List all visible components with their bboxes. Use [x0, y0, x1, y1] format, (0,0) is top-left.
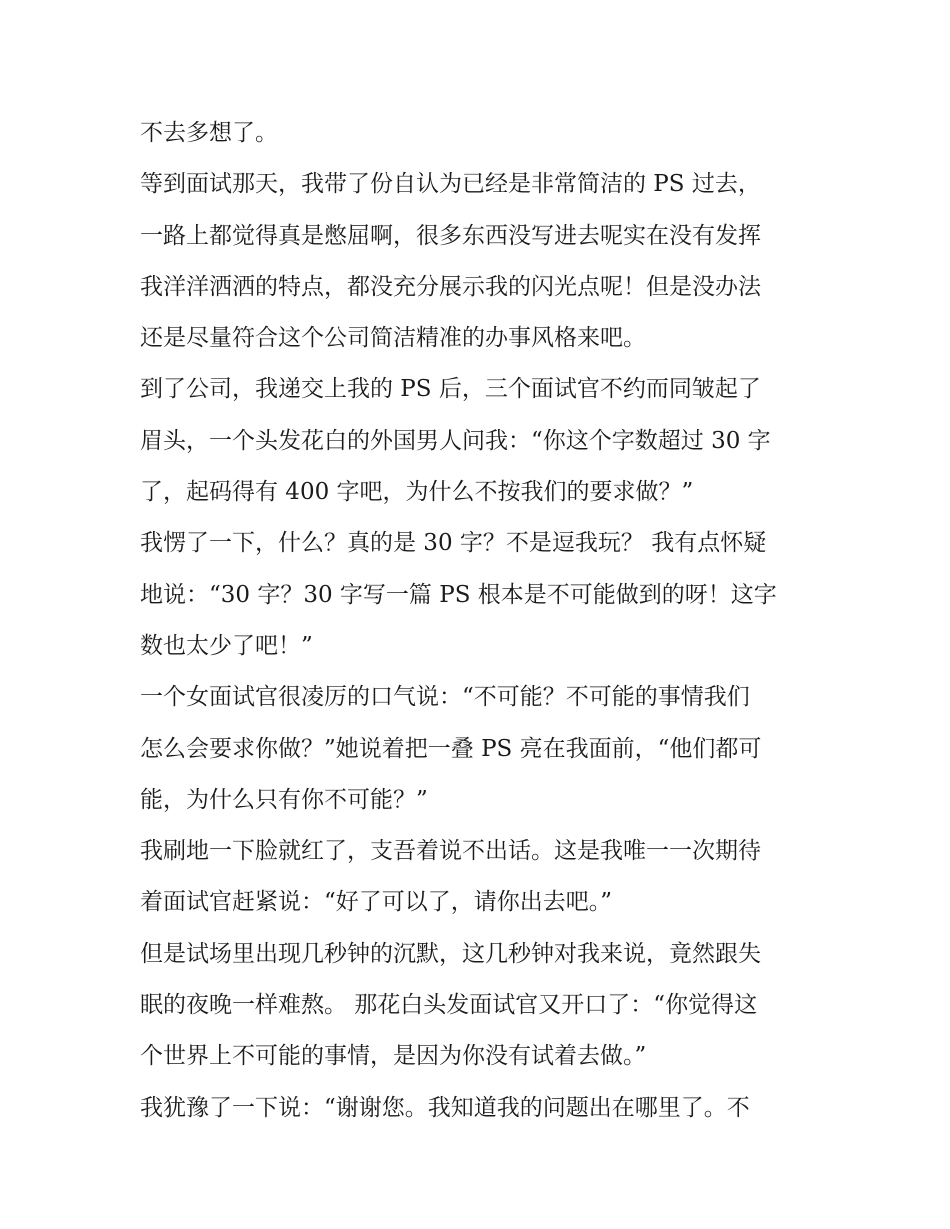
text-line: 着面试官赶紧说：“好了可以了，请你出去吧。”: [140, 889, 613, 916]
text-line: 地说：“30 字？30 字写一篇 PS 根本是不可能做到的呀！这字: [140, 581, 777, 608]
text-line: 到了公司，我递交上我的 PS 后，三个面试官不约而同皱起了: [140, 376, 761, 403]
text-line: 我洋洋洒洒的特点，都没充分展示我的闪光点呢！但是没办法: [140, 273, 761, 300]
text-line: 但是试场里出现几秒钟的沉默，这几秒钟对我来说，竟然跟失: [140, 940, 761, 967]
body-text: [140, 108, 820, 1134]
text-line: 等到面试那天，我带了份自认为已经是非常简洁的 PS 过去，: [140, 171, 761, 198]
text-line: 眉头，一个头发花白的外国男人问我：“你这个字数超过 30 字: [140, 427, 771, 454]
text-line: 我犹豫了一下说：“谢谢您。我知道我的问题出在哪里了。不: [140, 1094, 750, 1121]
text-line: 眠的夜晚一样难熬。 那花白头发面试官又开口了：“你觉得这: [140, 992, 758, 1019]
text-line: 一个女面试官很凌厉的口气说：“不可能？不可能的事情我们: [140, 684, 750, 711]
text-line: 还是尽量符合这个公司简洁精准的办事风格来吧。: [140, 325, 646, 352]
text-line: 了，起码得有 400 字吧，为什么不按我们的要求做？”: [140, 479, 694, 506]
text-line: 怎么会要求你做？”她说着把一叠 PS 亮在我面前，“他们都可: [140, 735, 762, 762]
text-line: 我刷地一下脸就红了，支吾着说不出话。这是我唯一一次期待: [140, 838, 761, 865]
text-line: 个世界上不可能的事情，是因为你没有试着去做。”: [140, 1043, 647, 1070]
text-line: 我愣了一下，什么？真的是 30 字？不是逗我玩？ 我有点怀疑: [140, 530, 767, 557]
text-line: 数也太少了吧！”: [140, 632, 313, 659]
text-line: 不去多想了。: [140, 120, 278, 146]
text-line: 能，为什么只有你不可能？”: [140, 786, 428, 813]
text-line: 一路上都觉得真是憋屈啊，很多东西没写进去呢实在没有发挥: [140, 222, 761, 249]
